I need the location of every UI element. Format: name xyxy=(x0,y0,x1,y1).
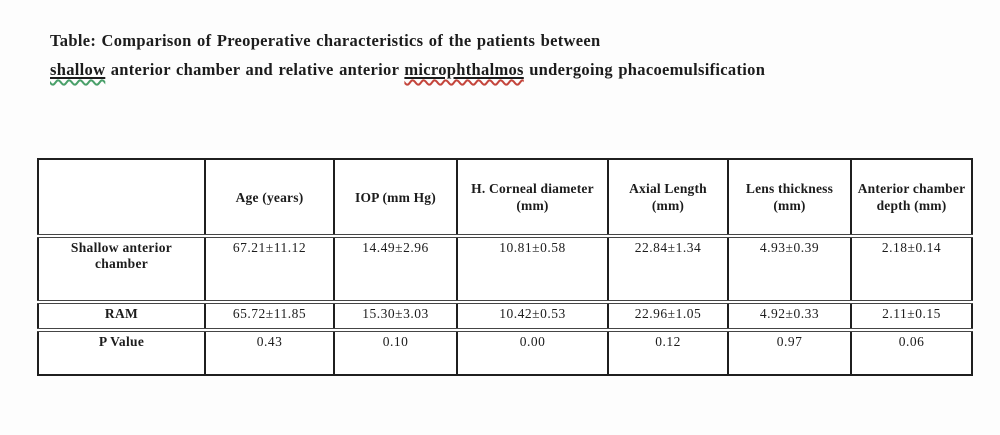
column-header-corneal-diameter: H. Corneal diameter (mm) xyxy=(457,159,608,236)
cell-ram-iop: 15.30±3.03 xyxy=(334,302,457,330)
table-header-row xyxy=(38,159,972,236)
document-title xyxy=(50,26,960,84)
column-header-anterior-chamber-depth: Anterior chamber depth (mm) xyxy=(851,159,972,236)
table-row-shallow-anterior-chamber xyxy=(38,236,972,302)
title-line-2-end-text: undergoing phacoemulsification xyxy=(523,60,766,79)
cell-pvalue-iop: 0.10 xyxy=(334,330,457,375)
table-row-p-value xyxy=(38,330,972,375)
cell-pvalue-age: 0.43 xyxy=(205,330,334,375)
row-label-ram: RAM xyxy=(38,302,205,330)
cell-pvalue-anterior-chamber-depth: 0.06 xyxy=(851,330,972,375)
table-row-ram xyxy=(38,302,972,330)
column-header-age: Age (years) xyxy=(205,159,334,236)
column-header-iop: IOP (mm Hg) xyxy=(334,159,457,236)
column-header-lens-thickness: Lens thickness (mm) xyxy=(728,159,851,236)
cell-pvalue-corneal-diameter: 0.00 xyxy=(457,330,608,375)
cell-pvalue-lens-thickness: 0.97 xyxy=(728,330,851,375)
cell-shallow-lens-thickness: 4.93±0.39 xyxy=(728,236,851,302)
cell-ram-anterior-chamber-depth: 2.11±0.15 xyxy=(851,302,972,330)
cell-shallow-iop: 14.49±2.96 xyxy=(334,236,457,302)
cell-shallow-anterior-chamber-depth: 2.18±0.14 xyxy=(851,236,972,302)
comparison-table xyxy=(37,158,973,376)
cell-ram-lens-thickness: 4.92±0.33 xyxy=(728,302,851,330)
title-line-1-text: Table: Comparison of Preoperative characteristics of the patients between xyxy=(50,31,601,50)
underlined-word-shallow xyxy=(50,60,105,79)
cell-shallow-age: 67.21±11.12 xyxy=(205,236,334,302)
row-label-p-value: P Value xyxy=(38,330,205,375)
cell-shallow-axial-length: 22.84±1.34 xyxy=(608,236,728,302)
spellcheck-squiggle-green: shallow xyxy=(50,60,106,79)
title-line-2-middle-text: anterior chamber and relative anterior xyxy=(105,60,405,79)
cell-pvalue-axial-length: 0.12 xyxy=(608,330,728,375)
column-header-empty xyxy=(38,159,205,236)
column-header-axial-length: Axial Length (mm) xyxy=(608,159,728,236)
document-title-line-2 xyxy=(50,55,960,84)
cell-ram-corneal-diameter: 10.42±0.53 xyxy=(457,302,608,330)
document-title-line-1 xyxy=(50,26,960,55)
cell-ram-age: 65.72±11.85 xyxy=(205,302,334,330)
cell-shallow-corneal-diameter: 10.81±0.58 xyxy=(457,236,608,302)
spellcheck-squiggle-red: microphthalmos xyxy=(404,60,524,79)
row-label-shallow-anterior-chamber: Shallow anterior chamber xyxy=(38,236,205,302)
underlined-word-microphthalmos xyxy=(404,60,523,79)
cell-ram-axial-length: 22.96±1.05 xyxy=(608,302,728,330)
